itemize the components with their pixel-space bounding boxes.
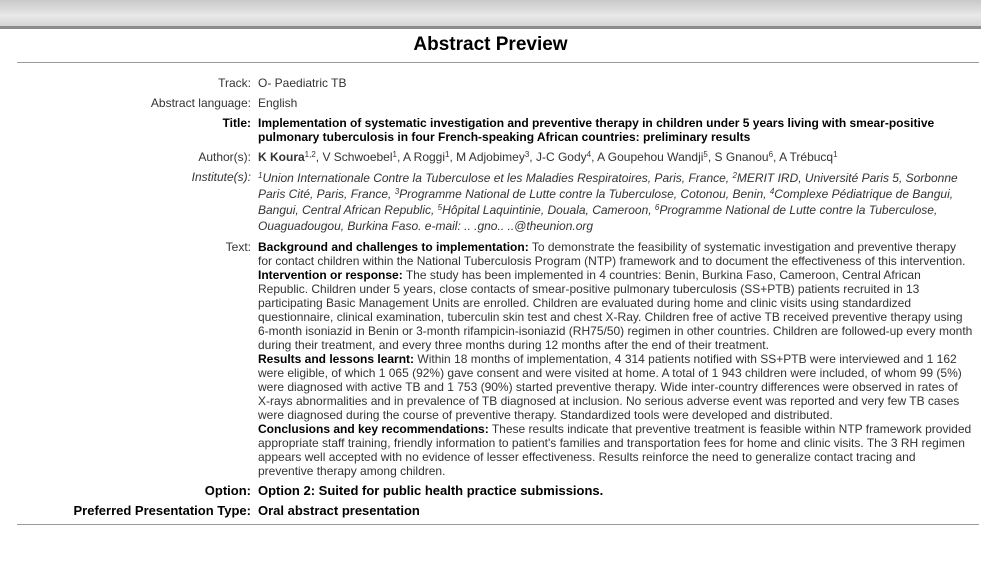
abstract-text — [258, 238, 973, 482]
abstract-section — [258, 240, 973, 268]
footer-divider — [17, 524, 979, 525]
abstract-details — [3, 74, 973, 522]
language-value: English — [258, 96, 298, 110]
abstract-section — [258, 422, 973, 478]
abstract-section — [258, 352, 973, 422]
track-row — [3, 74, 973, 94]
option-value: Option 2: Suited for public health practice submissions. — [258, 483, 604, 498]
section-body: Within 18 months of implementation, 4 314 patients notified with SS+PTB were interviewed and 1 162 were eligible, of which 1 065 (92%) gave consent and were visited at home. A total of 1 943 children were included, of whom 99 (5%) were diagnosed with active TB and 1 753 (90%) started preventive therapy. Wide inter-country differences were observed in rates of X-rays abnormalities and in prevalence of TB diagnosed at inclusion. No serious adverse event was reported and very few TB cases were diagnosed during the course of preventive therapy. Standardized tools were developed and distributed. — [258, 352, 962, 422]
author: M Adjobimey$^3$ — [456, 150, 530, 164]
authors-label: Author(s): — [198, 150, 251, 164]
section-heading: Results and lessons learnt: — [258, 352, 415, 366]
institute: MERIT IRD, Université Paris 5, Sorbonne Paris Cité, Paris, France, — [258, 171, 958, 201]
section-body: These results indicate that preventive treatment is feasible within NTP framework provided appropriate staff training, friendly information to patient's families and transportation fees for home and clinic visits. The 3 RH regimen appears well accepted with no evidence of lesser effectiveness. Results reinforce the need to generalize contact tracing and preventive therapy among children. — [258, 422, 972, 478]
presentation-row — [3, 502, 973, 522]
title-label: Title: — [222, 116, 251, 130]
option-label: Option: — [204, 483, 251, 498]
institute: Hôpital Laquintinie, Douala, Cameroon, — [442, 203, 655, 217]
institute: Programme National de Lutte contre la Tuberculose, Cotonou, Benin, — [399, 187, 770, 201]
section-body: To demonstrate the feasibility of systematic investigation and preventive therapy for contact children within the National Tuberculosis Program (NTP) framework and to document the effectiveness of this intervention. — [258, 240, 966, 268]
author: S Gnanou$^6$ — [714, 150, 774, 164]
track-value: O- Paediatric TB — [258, 76, 347, 90]
text-label: Text: — [225, 240, 251, 254]
presentation-value: Oral abstract presentation — [258, 503, 420, 518]
presentation-label: Preferred Presentation Type: — [73, 503, 251, 518]
author: J-C Gody$^4$ — [535, 150, 592, 164]
author: A Roggi$^1$ — [402, 150, 450, 164]
institute: Union Internationale Contre la Tuberculose et les Maladies Respiratoires, Paris, France, — [262, 171, 733, 185]
section-heading: Background and challenges to implementation: — [258, 240, 529, 254]
page-title: Abstract Preview — [413, 34, 568, 55]
author: A Goupehou Wandji$^5$ — [597, 150, 708, 164]
author: V Schwoebel$^1$ — [322, 150, 397, 164]
section-heading: Intervention or response: — [258, 268, 403, 282]
institutes-label: Institute(s): — [191, 170, 251, 184]
section-body: The study has been implemented in 4 countries: Benin, Burkina Faso, Cameroon, Central African Republic. Children under 5 years, close contacts of smear-positive pulmonary tuberculosis (SS+PTB) patients recruited in 13 participating Basic Management Units are enrolled. Children are evaluated during home and clinic visits using standardized questionnaire, clinical examination, tuberculin skin test and chest X-Ray. Children free of active TB received preventive therapy using 6-month isoniazid in Benin or 3-month rifampicin-isoniazid (RH75/50) regimen in other countries. Children are followed-up every month during their treatment, and every three months during 12 months after the end of their treatment. — [258, 268, 973, 352]
institutes-row — [3, 168, 973, 238]
institute: Programme National de Lutte contre la Tuberculose, Ouaguadougou, Burkina Faso. e-mail: .. .gno.. ..@theunion.org — [258, 203, 938, 233]
title-row — [3, 114, 973, 148]
authors-list: K Koura$^{1,2}$, V Schwoebel$^1$, A Roggi$^1$, M Adjobimey$^3$, J-C Gody$^4$, A Goupehou Wandji$^5$, S Gnanou$^6$, A Trébucq$^1$ — [258, 150, 838, 164]
institutes-list: $^1$Union Internationale Contre la Tuberculose et les Maladies Respiratoires, Paris, France, $^2$MERIT IRD, Université Paris 5, Sorbonne Paris Cité, Paris, France, $^3$Programme National de Lutte contre la Tuberculose, Cotonou, Benin, $^4$Complexe Pédiatrique de Bangui, Bangui, Central African Republic, $^5$Hôpital Laquintinie, Douala, Cameroon, $^6$Programme National de Lutte contre la Tuberculose, Ouaguadougou, Burkina Faso. e-mail: .. .gno.. ..@theunion.org — [258, 171, 958, 233]
track-label: Track: — [218, 76, 251, 90]
header-divider — [17, 62, 979, 63]
abstract-section — [258, 268, 973, 352]
author: K Koura$^{1,2}$ — [258, 150, 316, 164]
authors-row — [3, 148, 973, 168]
institute: Complexe Pédiatrique de Bangui, Bangui, Central African Republic, — [258, 187, 954, 217]
abstract-title: Implementation of systematic investigation and preventive therapy in children under 5 years living with smear-positive pulmonary tuberculosis in four French-speaking African countries: preliminary results — [258, 116, 935, 144]
author: A Trébucq$^1$ — [779, 150, 838, 164]
language-label: Abstract language: — [150, 96, 251, 110]
text-row — [3, 238, 973, 482]
language-row — [3, 94, 973, 114]
browser-top-bar — [0, 0, 981, 29]
option-row — [3, 482, 973, 502]
section-heading: Conclusions and key recommendations: — [258, 422, 489, 436]
